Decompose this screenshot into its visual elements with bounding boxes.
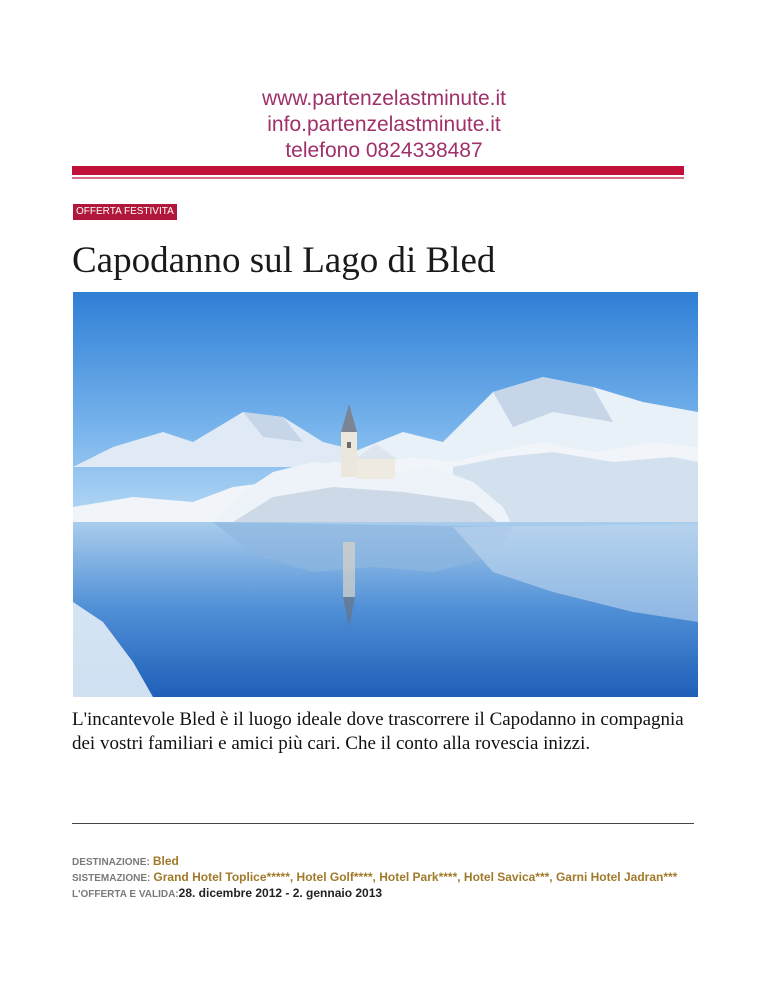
offer-badge: OFFERTA FESTIVITA bbox=[73, 204, 177, 220]
website-link[interactable]: www.partenzelastminute.it bbox=[262, 87, 506, 110]
offer-details bbox=[72, 854, 697, 902]
validity-label: L'OFFERTA E VALIDA: bbox=[72, 889, 179, 900]
accommodation-value: Grand Hotel Toplice*****, Hotel Golf****, Hotel Park****, Hotel Savica***, Garni Hotel Jadran*** bbox=[153, 870, 678, 884]
content-divider bbox=[72, 823, 694, 824]
destination-label: DESTINAZIONE: bbox=[72, 857, 150, 868]
accommodation-label: SISTEMAZIONE: bbox=[72, 873, 151, 884]
intro-paragraph: L'incantevole Bled è il luogo ideale dove trascorrere il Capodanno in compagnia dei vostri familiari e amici più cari. Che il conto alla rovescia inizzi. bbox=[72, 709, 684, 754]
validity-value: 28. dicembre 2012 - 2. gennaio 2013 bbox=[178, 886, 383, 900]
page-title: Capodanno sul Lago di Bled bbox=[72, 240, 496, 281]
contact-header bbox=[0, 86, 768, 164]
destination-value: Bled bbox=[152, 854, 179, 868]
phone-text: telefono 0824338487 bbox=[285, 139, 483, 162]
validity-row bbox=[72, 886, 697, 902]
lake-bled-photo bbox=[73, 292, 698, 697]
header-divider-secondary bbox=[72, 177, 684, 179]
destination-row bbox=[72, 854, 697, 870]
header-divider bbox=[72, 166, 684, 175]
accommodation-row bbox=[72, 870, 697, 886]
email-text[interactable]: info.partenzelastminute.it bbox=[267, 113, 501, 136]
